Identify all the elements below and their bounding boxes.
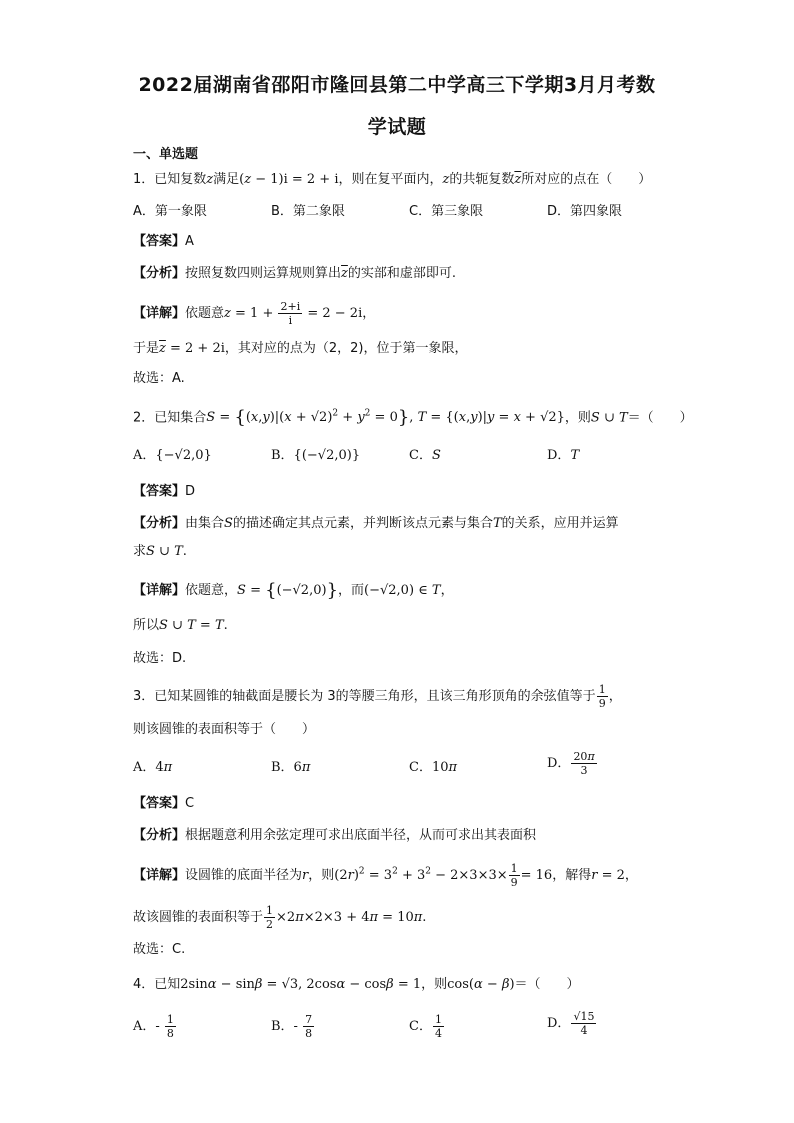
q3-stem: 3．已知某圆锥的轴截面是腰长为 3的等腰三角形，且该三角形顶角的余弦值等于 $\frac{1}{9}$ ， — [133, 683, 622, 710]
q3-detail-line2: 故该圆锥的表面积等于 $\frac{1}{2}$ ×2π×2×3 + 4π = 10π. — [133, 904, 427, 931]
q3-answer: 【答案】C — [133, 796, 195, 811]
q2-conclusion: 故选：D. — [133, 651, 187, 666]
q1-answer: 【答案】A — [133, 234, 194, 249]
q1-stem: 1．已知复数z满足(z − 1)i = 2 + i，则在复平面内，z的共轭复数$\overline{z}$所对应的点在（ ） — [133, 172, 652, 187]
q4-option-b: B．- $\frac{7}{8}$ — [271, 1013, 313, 1040]
q4-option-c: C． $\frac{1}{4}$ — [409, 1013, 442, 1040]
q2-option-b: B．{(−√2,0)} — [271, 448, 361, 463]
page-title-line1: 2022届湖南省邵阳市隆回县第二中学高三下学期3月月考数 — [138, 74, 656, 96]
q1-option-b: B．第二象限 — [271, 204, 345, 219]
q4-option-d: D． $\frac{√15}{4}$ — [547, 1010, 595, 1037]
q1-detail-line2: 于是$\overline{z} = 2 + 2i$，其对应的点为（2，2)，位于第一象限， — [133, 341, 468, 356]
q1-analysis: 【分析】按照复数四则运算规则算出$\overline{z}$的实部和虚部即可. — [133, 266, 457, 281]
q4-stem: 4．已知2sinα − sinβ = √3, 2cosα − cosβ = 1，则cos(α − β)＝（ ） — [133, 977, 580, 992]
q3-option-a: A．4π — [133, 760, 173, 775]
q3-detail: 【详解】设圆锥的底面半径为r，则$(2r)^2 = 3^2 + 3^2 - 2\times 3\times 3\times$ $\frac{1}{9}$ = 16，解得r = 2， — [133, 862, 638, 889]
q2-stem: 2．已知集合$S = \{(x,y)|(x + √2)^2 + y^2 = 0\}$, T = {(x,y)|y = x + √2}，则S ∪ T＝（ ） — [133, 407, 693, 429]
q1-detail: 【详解】依题意z = 1 + $\frac{2+i}{i}$ = 2 − 2i， — [133, 300, 376, 327]
q4-option-a: A．- $\frac{1}{8}$ — [133, 1013, 174, 1040]
q2-analysis: 【分析】由集合S的描述确定其点元素，并判断该点元素与集合T的关系，应用并运算 — [133, 516, 619, 531]
page-title-line2: 学试题 — [367, 116, 427, 138]
q2-analysis-line2: 求S ∪ T. — [133, 544, 187, 559]
q1-conclusion: 故选：A. — [133, 371, 185, 386]
q3-option-c: C．10π — [409, 760, 458, 775]
q3-stem-line2: 则该圆锥的表面积等于（ ） — [133, 722, 316, 737]
q1-option-d: D．第四象限 — [547, 204, 623, 219]
q3-option-d: D． $\frac{20\pi}{3}$ — [547, 750, 595, 777]
q2-option-c: C．S — [409, 448, 441, 463]
q3-conclusion: 故选：C. — [133, 942, 186, 957]
q2-option-a: A．{−√2,0} — [133, 448, 212, 463]
q2-option-d: D．T — [547, 448, 580, 463]
q2-answer: 【答案】D — [133, 484, 196, 499]
q2-detail: 【详解】依题意，S = {(−√2,0)}，而(−√2,0) ∈ T， — [133, 580, 454, 601]
q3-option-b: B．6π — [271, 760, 311, 775]
q1-option-a: A．第一象限 — [133, 204, 207, 219]
q3-analysis: 【分析】根据题意利用余弦定理可求出底面半径，从而可求出其表面积 — [133, 828, 537, 843]
section-heading: 一、单选题 — [133, 147, 199, 162]
q1-option-c: C．第三象限 — [409, 204, 484, 219]
q2-detail-line2: 所以S ∪ T = T. — [133, 618, 228, 633]
